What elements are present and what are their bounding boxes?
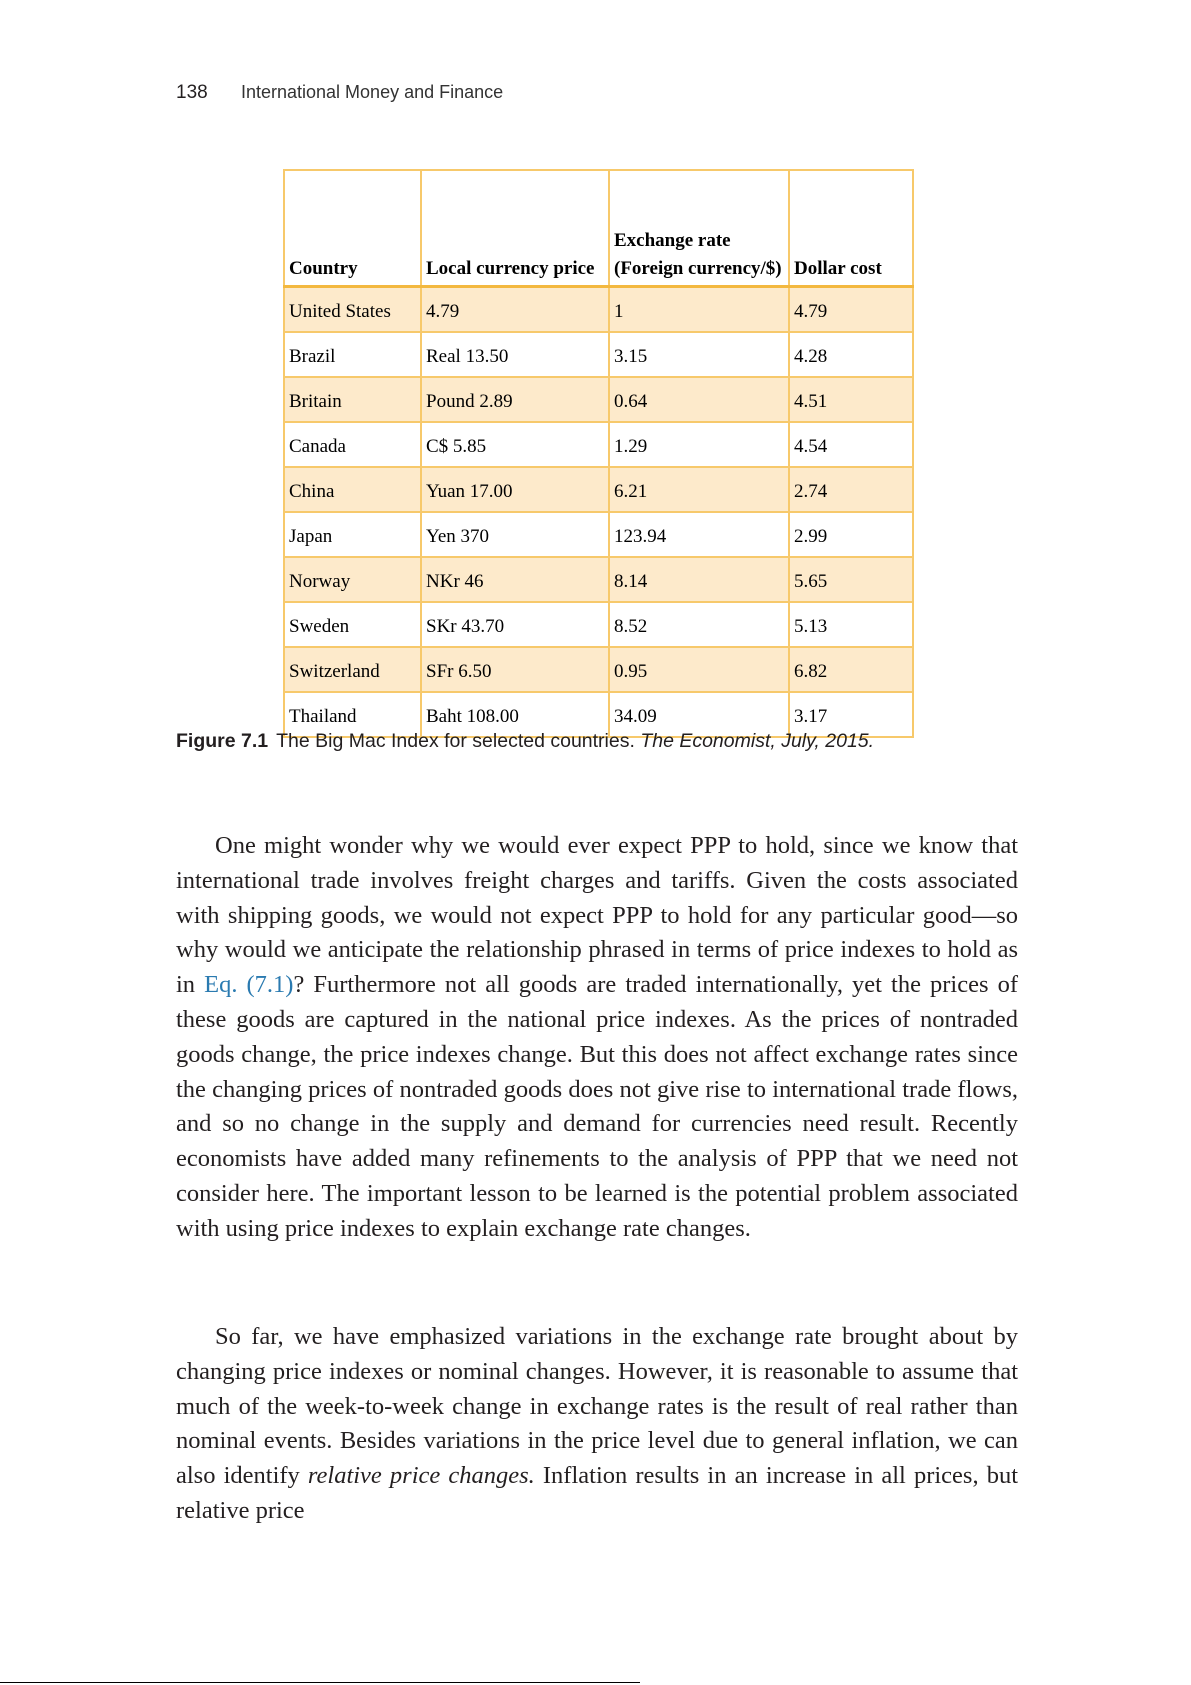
bottom-rule [0,1682,640,1683]
cell-country: Thailand [284,692,421,737]
cell-local-price: 4.79 [421,287,609,333]
cell-country: Britain [284,377,421,422]
caption-text: The Big Mac Index for selected countries. [276,730,635,752]
cell-local-price: SFr 6.50 [421,647,609,692]
cell-dollar-cost: 2.74 [789,467,913,512]
cell-dollar-cost: 5.13 [789,602,913,647]
cell-country: Norway [284,557,421,602]
table-row [284,467,913,512]
cell-country: Brazil [284,332,421,377]
figure-caption [176,730,1056,753]
header-local-price: Local currency price [421,170,609,287]
paragraph-text: Inflation results in an increase in all prices, but relative price [176,1462,1018,1524]
cell-dollar-cost: 4.28 [789,332,913,377]
table-row [284,512,913,557]
cell-dollar-cost: 4.79 [789,287,913,333]
cell-dollar-cost: 4.51 [789,377,913,422]
header-dollar-cost: Dollar cost [789,170,913,287]
cell-dollar-cost: 2.99 [789,512,913,557]
cell-local-price: Pound 2.89 [421,377,609,422]
cell-local-price: C$ 5.85 [421,422,609,467]
book-title: International Money and Finance [240,82,504,102]
cell-country: Japan [284,512,421,557]
big-mac-table [283,169,914,738]
figure-label: Figure 7.1 [176,730,269,752]
cell-local-price: NKr 46 [421,557,609,602]
table-row [284,287,913,333]
table-header-row [284,170,913,287]
table-row [284,602,913,647]
cell-exchange-rate: 3.15 [609,332,789,377]
table-row [284,332,913,377]
equation-link[interactable]: Eq. (7.1) [204,971,294,999]
cell-local-price: Real 13.50 [421,332,609,377]
cell-exchange-rate: 34.09 [609,692,789,737]
running-head [176,82,503,104]
cell-country: Canada [284,422,421,467]
paragraph-text: ? Furthermore not all goods are traded internationally, yet the prices of these goods are captured in the national price indexes. As the prices of nontraded goods change, the price indexes change. But this does not affect exchange rates since the changing prices of nontraded goods does not give rise to international trade flows, and so no change in the supply and demand for currencies need result. Recently economists have added many refinements to the analysis of PPP that we need not consider here. The important lesson to be learned is the potential problem associated with using price indexes to explain exchange rate changes. [176,971,1018,1242]
cell-country: Sweden [284,602,421,647]
cell-dollar-cost: 6.82 [789,647,913,692]
cell-local-price: Baht 108.00 [421,692,609,737]
cell-dollar-cost: 3.17 [789,692,913,737]
header-exchange-rate: Exchange rate (Foreign currency/$) [609,170,789,287]
cell-country: China [284,467,421,512]
cell-local-price: Yen 370 [421,512,609,557]
page-number: 138 [176,82,208,103]
table-row [284,377,913,422]
table-row [284,557,913,602]
table-row [284,422,913,467]
table-row [284,647,913,692]
body-paragraph [176,829,1018,1247]
cell-exchange-rate: 123.94 [609,512,789,557]
cell-exchange-rate: 6.21 [609,467,789,512]
cell-dollar-cost: 5.65 [789,557,913,602]
cell-exchange-rate: 8.14 [609,557,789,602]
cell-exchange-rate: 0.64 [609,377,789,422]
caption-source: The Economist, July, 2015. [640,730,875,752]
header-country: Country [284,170,421,287]
cell-country: United States [284,287,421,333]
paragraph-emphasis: relative price changes. [307,1462,535,1490]
cell-local-price: Yuan 17.00 [421,467,609,512]
paragraph-text: So far, we have emphasized variations in the exchange rate brought about by changing price indexes or nominal changes. However, it is reasonable to assume that much of the week-to-week change in exchange rates is the result of real rather than nominal events. Besides variations in the price level due to general inflation, we can also identify [176,1323,1018,1490]
cell-exchange-rate: 1.29 [609,422,789,467]
cell-local-price: SKr 43.70 [421,602,609,647]
body-paragraph [176,1320,1018,1529]
paragraph-text: One might wonder why we would ever expect PPP to hold, since we know that international trade involves freight charges and tariffs. Given the costs associated with shipping goods, we would not expect PPP to hold for any particular good—so why would we anticipate the relationship phrased in terms of price indexes to hold as in [176,832,1018,999]
cell-country: Switzerland [284,647,421,692]
cell-exchange-rate: 0.95 [609,647,789,692]
cell-exchange-rate: 1 [609,287,789,333]
cell-exchange-rate: 8.52 [609,602,789,647]
cell-dollar-cost: 4.54 [789,422,913,467]
